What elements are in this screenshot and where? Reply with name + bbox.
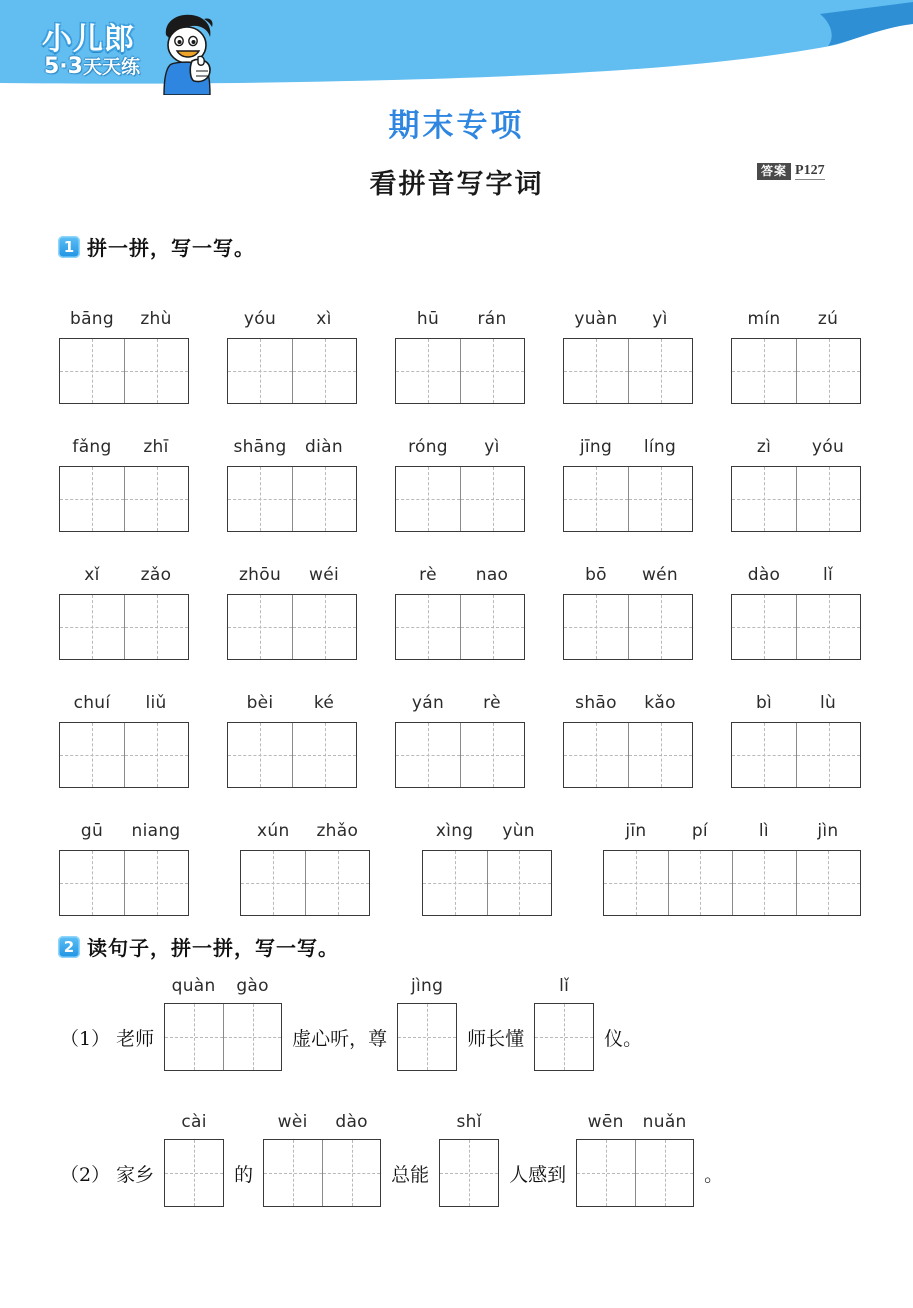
pinyin-syllable: wén [641, 565, 679, 585]
exercise-1-row [60, 788, 860, 916]
writing-cell[interactable] [628, 467, 692, 531]
pinyin-label-group [60, 693, 188, 713]
exercise-1-number: 1 [58, 236, 80, 258]
pinyin-syllable: jìng [411, 976, 444, 996]
writing-grid[interactable] [563, 594, 693, 660]
writing-cell[interactable] [796, 339, 860, 403]
pinyin-syllable: jīng [579, 437, 613, 457]
exercise-1-row [60, 660, 860, 788]
pinyin-syllable: liǔ [145, 693, 167, 713]
pinyin-writing-item [732, 693, 860, 788]
answer-page-number: P127 [795, 163, 825, 178]
pinyin-syllable: shāng [233, 437, 287, 457]
sentence-text-fragment: 仪。 [604, 1028, 643, 1050]
writing-cell[interactable] [564, 467, 628, 531]
writing-cell[interactable] [124, 851, 188, 915]
pinyin-syllable: lǐ [822, 565, 834, 585]
pinyin-writing-item [228, 309, 356, 404]
writing-grid[interactable] [731, 338, 861, 404]
sentence-blank-group [397, 976, 457, 1071]
pinyin-syllable: fǎng [72, 437, 112, 457]
exercise-1-row [60, 404, 860, 532]
pinyin-syllable: gū [80, 821, 104, 841]
writing-grid[interactable] [227, 594, 357, 660]
pinyin-label-group [732, 437, 860, 457]
writing-cell[interactable] [460, 595, 524, 659]
writing-cell[interactable] [796, 467, 860, 531]
sentence-text-fragment: 师长懂 [467, 1028, 525, 1050]
writing-cell[interactable] [732, 467, 796, 531]
exercise-1-row [60, 532, 860, 660]
pinyin-syllable: yuàn [574, 309, 618, 329]
writing-cell[interactable] [292, 595, 356, 659]
pinyin-syllable: zì [756, 437, 772, 457]
writing-grid[interactable] [563, 722, 693, 788]
writing-grid[interactable] [731, 722, 861, 788]
writing-cell[interactable] [241, 851, 305, 915]
exercise-2-heading [58, 932, 339, 961]
pinyin-syllable: jīn [625, 821, 647, 841]
writing-cell[interactable] [487, 851, 551, 915]
writing-grid[interactable] [397, 1003, 457, 1071]
pinyin-syllable: yóu [811, 437, 845, 457]
pinyin-writing-item [732, 309, 860, 404]
writing-cell[interactable] [292, 723, 356, 787]
pinyin-syllable: bāng [70, 309, 114, 329]
sentence-text-fragment: 人感到 [509, 1164, 567, 1186]
writing-cell[interactable] [440, 1140, 498, 1206]
writing-cell[interactable] [228, 595, 292, 659]
sentence-text-fragment: 。 [704, 1164, 724, 1186]
sentence-number-label: （1） [60, 1028, 111, 1050]
exercise-1-grid [60, 276, 860, 916]
pinyin-syllable: nao [475, 565, 509, 585]
brand-logo-subtitle [44, 52, 140, 79]
writing-cell[interactable] [60, 723, 124, 787]
page-subtitle: 看拼音写字词 [369, 169, 544, 200]
writing-grid[interactable] [563, 466, 693, 532]
exercise-1-row [60, 276, 860, 404]
pinyin-syllable: cài [181, 1112, 207, 1132]
pinyin-writing-item [228, 693, 356, 788]
pinyin-label-group [423, 821, 551, 841]
sentence-number-label: （2） [60, 1164, 111, 1186]
pinyin-label-group [396, 693, 524, 713]
pinyin-syllable: rè [419, 565, 437, 585]
pinyin-syllable: líng [643, 437, 677, 457]
writing-grid[interactable] [227, 338, 357, 404]
sentence-text-fragment: 的 [234, 1164, 254, 1186]
pinyin-writing-item [228, 437, 356, 532]
pinyin-writing-item [564, 693, 692, 788]
sentence-text-fragment: 总能 [391, 1164, 430, 1186]
exercise-2-sentence-row [60, 975, 880, 1071]
pinyin-writing-item [564, 565, 692, 660]
writing-grid[interactable] [731, 594, 861, 660]
pinyin-label-group [241, 821, 369, 841]
writing-grid[interactable] [59, 466, 189, 532]
writing-cell[interactable] [60, 851, 124, 915]
sentence-text-fragment: 虚心听，尊 [292, 1028, 388, 1050]
pinyin-syllable: pí [691, 821, 708, 841]
writing-cell[interactable] [460, 467, 524, 531]
writing-cell[interactable] [796, 851, 860, 915]
writing-cell[interactable] [396, 723, 460, 787]
pinyin-syllable: xún [257, 821, 290, 841]
pinyin-syllable: hū [416, 309, 440, 329]
writing-grid[interactable] [731, 466, 861, 532]
pinyin-syllable: mín [747, 309, 781, 329]
answer-reference [757, 163, 825, 180]
pinyin-syllable: xǐ [84, 565, 100, 585]
brand-logo [36, 12, 216, 90]
pinyin-label-group [60, 309, 188, 329]
pinyin-writing-item [241, 821, 369, 916]
pinyin-syllable: yán [411, 693, 445, 713]
pinyin-syllable: wèi [277, 1112, 308, 1132]
pinyin-label-group [576, 1112, 694, 1132]
writing-grid[interactable] [395, 466, 525, 532]
brand-logo-word: 小儿郎 [42, 22, 135, 57]
boy-thumbs-up-mascot-icon [152, 13, 218, 95]
pinyin-label-group [263, 1112, 381, 1132]
writing-cell[interactable] [292, 467, 356, 531]
pinyin-syllable: shāo [575, 693, 617, 713]
answer-chip-label: 答案 [757, 163, 791, 180]
writing-cell[interactable] [628, 595, 692, 659]
writing-cell[interactable] [165, 1140, 223, 1206]
writing-cell[interactable] [460, 339, 524, 403]
sentence-blank-group [534, 976, 594, 1071]
writing-grid[interactable] [59, 722, 189, 788]
writing-grid[interactable] [59, 338, 189, 404]
pinyin-syllable: dào [747, 565, 781, 585]
writing-cell[interactable] [60, 467, 124, 531]
sentence-blank-group [164, 976, 282, 1071]
writing-cell[interactable] [796, 595, 860, 659]
writing-cell[interactable] [628, 339, 692, 403]
writing-cell[interactable] [396, 467, 460, 531]
pinyin-writing-item [60, 693, 188, 788]
writing-cell[interactable] [124, 723, 188, 787]
pinyin-label-group [228, 565, 356, 585]
pinyin-syllable: zú [817, 309, 839, 329]
writing-cell[interactable] [423, 851, 487, 915]
brand-logo-series-text: 天天练 [82, 56, 140, 78]
pinyin-syllable: róng [408, 437, 448, 457]
pinyin-syllable: rán [477, 309, 507, 329]
writing-cell[interactable] [796, 723, 860, 787]
pinyin-syllable: kǎo [644, 693, 676, 713]
pinyin-syllable: dào [335, 1112, 368, 1132]
exercise-1-heading [58, 232, 255, 261]
pinyin-writing-item [396, 565, 524, 660]
pinyin-syllable: rè [483, 693, 501, 713]
pinyin-writing-item [228, 565, 356, 660]
writing-cell[interactable] [668, 851, 732, 915]
writing-grid[interactable] [263, 1139, 381, 1207]
pinyin-label-group [604, 821, 860, 841]
sentence-text-fragment: 老师 [116, 1028, 155, 1050]
pinyin-label-group [228, 693, 356, 713]
writing-cell[interactable] [564, 595, 628, 659]
writing-cell[interactable] [577, 1140, 635, 1206]
page-header-banner [0, 0, 913, 95]
pinyin-writing-item [396, 693, 524, 788]
writing-cell[interactable] [228, 723, 292, 787]
pinyin-writing-item [732, 437, 860, 532]
pinyin-syllable: xìng [435, 821, 474, 841]
writing-cell[interactable] [635, 1140, 693, 1206]
pinyin-syllable: wēn [587, 1112, 624, 1132]
pinyin-writing-item [60, 565, 188, 660]
pinyin-writing-item [60, 437, 188, 532]
pinyin-syllable: zǎo [140, 565, 172, 585]
writing-cell[interactable] [396, 339, 460, 403]
writing-grid[interactable] [395, 594, 525, 660]
pinyin-syllable: shǐ [456, 1112, 482, 1132]
writing-cell[interactable] [228, 467, 292, 531]
writing-grid[interactable] [164, 1139, 224, 1207]
pinyin-label-group [732, 693, 860, 713]
writing-cell[interactable] [564, 723, 628, 787]
writing-cell[interactable] [124, 595, 188, 659]
writing-grid[interactable] [563, 338, 693, 404]
pinyin-syllable: bō [585, 565, 607, 585]
writing-cell[interactable] [732, 723, 796, 787]
writing-cell[interactable] [396, 595, 460, 659]
pinyin-label-group [396, 309, 524, 329]
sentence-blank-group [576, 1112, 694, 1207]
pinyin-syllable: yóu [243, 309, 277, 329]
pinyin-syllable: ké [313, 693, 335, 713]
writing-cell[interactable] [732, 851, 796, 915]
exercise-1-instruction: 拼一拼，写一写。 [87, 236, 255, 260]
writing-grid[interactable] [603, 850, 861, 916]
writing-cell[interactable] [60, 595, 124, 659]
pinyin-syllable: xì [316, 309, 332, 329]
pinyin-syllable: lǐ [559, 976, 570, 996]
pinyin-syllable: gào [236, 976, 269, 996]
writing-grid[interactable] [534, 1003, 594, 1071]
writing-cell[interactable] [124, 467, 188, 531]
writing-grid[interactable] [439, 1139, 499, 1207]
writing-cell[interactable] [535, 1004, 593, 1070]
pinyin-label-group [164, 976, 282, 996]
brand-logo-series-number: 5·3 [44, 54, 83, 79]
writing-cell[interactable] [398, 1004, 456, 1070]
pinyin-syllable: lì [758, 821, 769, 841]
pinyin-syllable: chuí [73, 693, 111, 713]
writing-cell[interactable] [628, 723, 692, 787]
pinyin-label-group [60, 437, 188, 457]
pinyin-writing-item [732, 565, 860, 660]
pinyin-label-group [397, 976, 457, 996]
writing-grid[interactable] [59, 594, 189, 660]
sentence-text-fragment: 家乡 [116, 1164, 155, 1186]
pinyin-label-group [732, 309, 860, 329]
writing-grid[interactable] [59, 850, 189, 916]
writing-cell[interactable] [264, 1140, 322, 1206]
pinyin-syllable: bèi [246, 693, 274, 713]
sentence-blank-group [164, 1112, 224, 1207]
writing-cell[interactable] [223, 1004, 281, 1070]
writing-cell[interactable] [228, 339, 292, 403]
writing-cell[interactable] [60, 339, 124, 403]
writing-grid[interactable] [227, 466, 357, 532]
pinyin-syllable: zhī [143, 437, 169, 457]
pinyin-label-group [564, 565, 692, 585]
writing-cell[interactable] [460, 723, 524, 787]
exercise-2-number: 2 [58, 936, 80, 958]
pinyin-syllable: yì [652, 309, 668, 329]
pinyin-syllable: lù [819, 693, 837, 713]
writing-cell[interactable] [732, 595, 796, 659]
writing-cell[interactable] [564, 339, 628, 403]
exercise-2-instruction: 读句子，拼一拼，写一写。 [87, 936, 339, 960]
writing-cell[interactable] [124, 339, 188, 403]
pinyin-label-group [534, 976, 594, 996]
writing-grid[interactable] [164, 1003, 282, 1071]
pinyin-label-group [228, 437, 356, 457]
pinyin-syllable: zhōu [238, 565, 282, 585]
writing-grid[interactable] [227, 722, 357, 788]
pinyin-label-group [564, 693, 692, 713]
pinyin-writing-item [396, 437, 524, 532]
pinyin-syllable: nuǎn [642, 1112, 687, 1132]
exercise-2-sentences [60, 975, 880, 1247]
pinyin-syllable: zhǎo [316, 821, 359, 841]
pinyin-syllable: wéi [309, 565, 339, 585]
pinyin-label-group [60, 821, 188, 841]
pinyin-syllable: jìn [817, 821, 839, 841]
pinyin-writing-item [604, 821, 860, 916]
writing-grid[interactable] [395, 338, 525, 404]
writing-grid[interactable] [240, 850, 370, 916]
pinyin-syllable: niang [131, 821, 181, 841]
pinyin-label-group [396, 437, 524, 457]
pinyin-writing-item [60, 309, 188, 404]
pinyin-label-group [164, 1112, 224, 1132]
pinyin-label-group [228, 309, 356, 329]
pinyin-label-group [439, 1112, 499, 1132]
pinyin-label-group [564, 309, 692, 329]
pinyin-writing-item [396, 309, 524, 404]
exercise-2-sentence-row [60, 1111, 880, 1207]
writing-cell[interactable] [604, 851, 668, 915]
page-title: 期末专项 [388, 108, 525, 144]
pinyin-syllable: yùn [502, 821, 535, 841]
writing-grid[interactable] [422, 850, 552, 916]
writing-cell[interactable] [322, 1140, 380, 1206]
pinyin-syllable: quàn [171, 976, 216, 996]
pinyin-writing-item [564, 437, 692, 532]
writing-cell[interactable] [305, 851, 369, 915]
pinyin-label-group [564, 437, 692, 457]
pinyin-label-group [732, 565, 860, 585]
pinyin-syllable: bì [755, 693, 773, 713]
pinyin-syllable: diàn [305, 437, 343, 457]
writing-cell[interactable] [732, 339, 796, 403]
pinyin-syllable: zhù [140, 309, 172, 329]
sentence-blank-group [263, 1112, 381, 1207]
writing-cell[interactable] [292, 339, 356, 403]
pinyin-writing-item [564, 309, 692, 404]
pinyin-syllable: yì [484, 437, 500, 457]
pinyin-label-group [396, 565, 524, 585]
pinyin-writing-item [423, 821, 551, 916]
writing-cell[interactable] [165, 1004, 223, 1070]
writing-grid[interactable] [576, 1139, 694, 1207]
pinyin-label-group [60, 565, 188, 585]
pinyin-writing-item [60, 821, 188, 916]
writing-grid[interactable] [395, 722, 525, 788]
sentence-blank-group [439, 1112, 499, 1207]
